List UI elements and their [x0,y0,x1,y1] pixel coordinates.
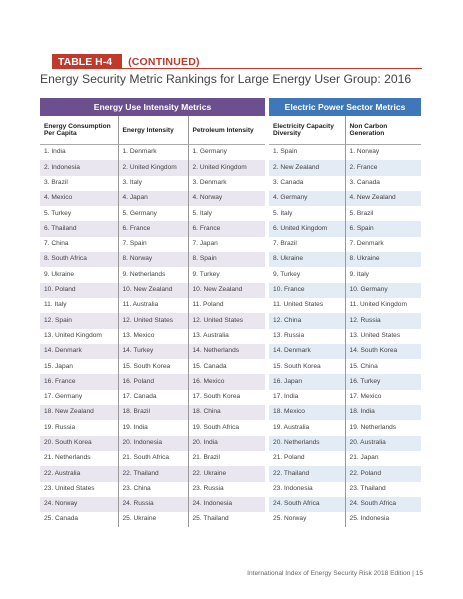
table-cell: 5. Germany [118,206,188,221]
table-cell: 13. United States [345,329,421,344]
table-row [269,420,421,435]
table-cell: 1. Germany [188,145,265,161]
table-row [269,482,421,497]
table-cell: 11. Poland [188,298,265,313]
table-cell: 17. India [273,393,299,401]
table-row [269,374,421,389]
table-cell: 9. Netherlands [118,267,188,282]
table-cell: 24. South Africa [269,497,345,512]
table-cell: 14. Denmark [269,344,345,359]
table-row [40,466,265,481]
table-cell: 20. Australia [345,436,421,451]
table-cell: 25. Ukraine [118,512,188,527]
table-row [40,191,265,206]
table-row [269,390,421,405]
table-cell: 19. India [118,420,188,435]
table-cell: 12. United States [118,313,188,328]
table-row [269,329,421,344]
table-cell: 6. Spain [345,221,421,236]
table-row [40,497,265,512]
table-cell: 22. Poland [345,466,421,481]
table-row [40,329,265,344]
table-cell: 7. Brazil [273,240,297,248]
column-header-energy-consumption: Energy Consumption Per Capita [40,116,118,145]
table-cell: 7. China [44,240,69,248]
table-row [269,252,421,267]
table-cell: 11. Italy [44,301,67,309]
table-row [269,451,421,466]
table-cell: 21. Brazil [188,451,265,466]
table-cell: 2. Indonesia [40,160,118,175]
table-cell: 19. Australia [273,423,310,431]
table-cell: 18. New Zealand [40,405,118,420]
table-cell: 5. Italy [188,206,265,221]
table-cell: 21. South Africa [118,451,188,466]
table-cell: 13. Russia [273,331,305,339]
table-cell: 25. Canada [44,515,79,523]
table-cell: 10. Poland [40,283,118,298]
table-cell: 21. Poland [273,454,305,462]
table-cell: 2. France [345,160,421,175]
table-row [269,160,421,175]
table-cell: 18. Brazil [118,405,188,420]
table-cell: 2. New Zealand [269,160,345,175]
table-row [269,267,421,282]
table-cell: 6. France [118,221,188,236]
table-row [40,451,265,466]
table-row [269,237,421,252]
table-cell: 23. Indonesia [273,484,313,492]
table-cell: 8. Norway [118,252,188,267]
table-cell: 4. New Zealand [345,191,421,206]
table-cell: 16. Turkey [345,374,421,389]
table-cell: 7. Denmark [345,237,421,252]
table-number: TABLE H-4 [52,54,122,68]
page-footer: International Index of Energy Security Risk 2018 Edition | 15 [247,570,423,577]
table-cell: 1. Spain [273,148,298,156]
table-row [269,313,421,328]
table-cell: 19. South Africa [188,420,265,435]
table-cell: 1. India [44,148,66,156]
table-cell: 14. Turkey [118,344,188,359]
page-title: Energy Security Metric Rankings for Large Energy User Group: 2016 [40,72,412,86]
table-row [40,176,265,191]
table-cell: 2. United Kingdom [118,160,188,175]
table-row [269,344,421,359]
table-row [40,390,265,405]
table-row [40,267,265,282]
table-cell: 1. Norway [345,145,421,161]
table-cell: 15. South Korea [273,362,321,370]
table-cell: 1. Denmark [118,145,188,161]
table-cell: 14. Netherlands [188,344,265,359]
table-row [269,206,421,221]
table-cell: 18. India [345,405,421,420]
table-cell: 20. Netherlands [269,436,345,451]
column-header-capacity-diversity: Electricity Capacity Diversity [269,116,345,145]
table-row [40,283,265,298]
table-cell: 14. South Korea [345,344,421,359]
table-row [269,405,421,420]
table-cell: 4. Norway [188,191,265,206]
table-cell: 3. Canada [345,176,421,191]
table-row [40,482,265,497]
table-cell: 12. United States [188,313,265,328]
electric-power-table [269,98,421,527]
table-cell: 7. Japan [188,237,265,252]
table-cell: 9. Italy [345,267,421,282]
table-cell: 23. Thailand [345,482,421,497]
table-row [269,221,421,236]
table-cell: 11. United States [273,301,324,309]
table-cell: 7. Spain [118,237,188,252]
table-cell: 3. Brazil [44,178,68,186]
table-cell: 10. France [269,283,345,298]
table-row [40,252,265,267]
table-cell: 3. Denmark [188,176,265,191]
table-cell: 11. United Kingdom [345,298,421,313]
table-cell: 25. Indonesia [345,512,421,527]
table-row [40,221,265,236]
table-cell: 12. China [269,313,345,328]
table-cell: 5. Italy [273,209,293,217]
table-row [269,512,421,527]
table-row [269,497,421,512]
table-cell: 17. Canada [118,390,188,405]
table-cell: 4. Germany [269,191,345,206]
table-cell: 20. Indonesia [118,436,188,451]
table-cell: 22. Australia [40,466,118,481]
table-cell: 22. Thailand [269,466,345,481]
table-cell: 24. Russia [118,497,188,512]
table-cell: 15. South Korea [118,359,188,374]
table-row [40,206,265,221]
table-row [40,420,265,435]
table-cell: 16. Mexico [188,374,265,389]
table-row [40,160,265,175]
table-row [40,237,265,252]
table-row [40,512,265,527]
table-row [269,176,421,191]
table-cell: 20. India [188,436,265,451]
table-cell: 17. Germany [44,393,83,401]
header-rule [52,68,422,69]
table-cell: 24. South Africa [345,497,421,512]
table-cell: 10. New Zealand [118,283,188,298]
table-cell: 19. Russia [44,423,76,431]
table-cell: 5. Brazil [345,206,421,221]
table-row [269,466,421,481]
table-cell: 8. South Africa [40,252,118,267]
table-cell: 21. Netherlands [44,454,91,462]
rankings-tables [40,98,421,527]
table-cell: 18. China [188,405,265,420]
table-row [269,298,421,313]
table-cell: 4. Mexico [40,191,118,206]
table-cell: 10. Germany [345,283,421,298]
table-cell: 8. Ukraine [269,252,345,267]
table-row [40,313,265,328]
table-cell: 24. Indonesia [188,497,265,512]
table-row [40,436,265,451]
table-cell: 22. Ukraine [188,466,265,481]
table-cell: 14. Denmark [40,344,118,359]
table-cell: 17. Mexico [345,390,421,405]
table-cell: 9. Turkey [188,267,265,282]
energy-use-table [40,98,265,527]
table-cell: 4. Japan [118,191,188,206]
table-cell: 19. Netherlands [345,420,421,435]
table-row [269,283,421,298]
table-row [269,436,421,451]
table-row [269,145,421,161]
table-tag [52,54,200,68]
table-cell: 12. Russia [345,313,421,328]
table-cell: 25. Norway [273,515,307,523]
table-cell: 18. Mexico [269,405,345,420]
continued-label: (CONTINUED) [128,55,200,68]
table-cell: 13. Mexico [118,329,188,344]
table-cell: 9. Ukraine [44,270,75,278]
table-cell: 12. Spain [40,313,118,328]
table-row [40,359,265,374]
table-row [40,344,265,359]
energy-use-group-header: Energy Use Intensity Metrics [40,98,265,116]
table-cell: 8. Spain [188,252,265,267]
table-cell: 23. China [118,482,188,497]
table-cell: 23. Russia [188,482,265,497]
table-cell: 21. Japan [345,451,421,466]
table-cell: 25. Thailand [188,512,265,527]
table-cell: 10. New Zealand [188,283,265,298]
table-cell: 6. France [188,221,265,236]
table-cell: 6. United Kingdom [269,221,345,236]
table-cell: 20. South Korea [40,436,118,451]
table-row [269,191,421,206]
table-row [40,374,265,389]
table-cell: 8. Ukraine [345,252,421,267]
table-cell: 9. Turkey [273,270,301,278]
table-cell: 3. Italy [118,176,188,191]
table-cell: 16. Poland [118,374,188,389]
table-cell: 15. Canada [188,359,265,374]
column-header-energy-intensity: Energy Intensity [118,116,188,145]
table-cell: 6. Thailand [40,221,118,236]
table-row [40,405,265,420]
table-cell: 13. Australia [188,329,265,344]
table-row [40,145,265,161]
table-cell: 16. Japan [269,374,345,389]
table-cell: 16. France [40,374,118,389]
table-cell: 22. Thailand [118,466,188,481]
column-header-non-carbon-generation: Non Carbon Generation [345,116,421,145]
table-cell: 17. South Korea [188,390,265,405]
table-cell: 23. United States [44,484,95,492]
electric-power-group-header: Electric Power Sector Metrics [269,98,421,116]
table-cell: 2. United Kingdom [188,160,265,175]
table-cell: 3. Canada [273,178,304,186]
column-header-petroleum-intensity: Petroleum Intensity [188,116,265,145]
table-cell: 11. Australia [118,298,188,313]
table-cell: 13. United Kingdom [44,331,102,339]
table-cell: 24. Norway [40,497,118,512]
table-cell: 5. Turkey [44,209,72,217]
table-row [40,298,265,313]
table-cell: 15. Japan [44,362,73,370]
table-row [269,359,421,374]
table-cell: 15. China [345,359,421,374]
